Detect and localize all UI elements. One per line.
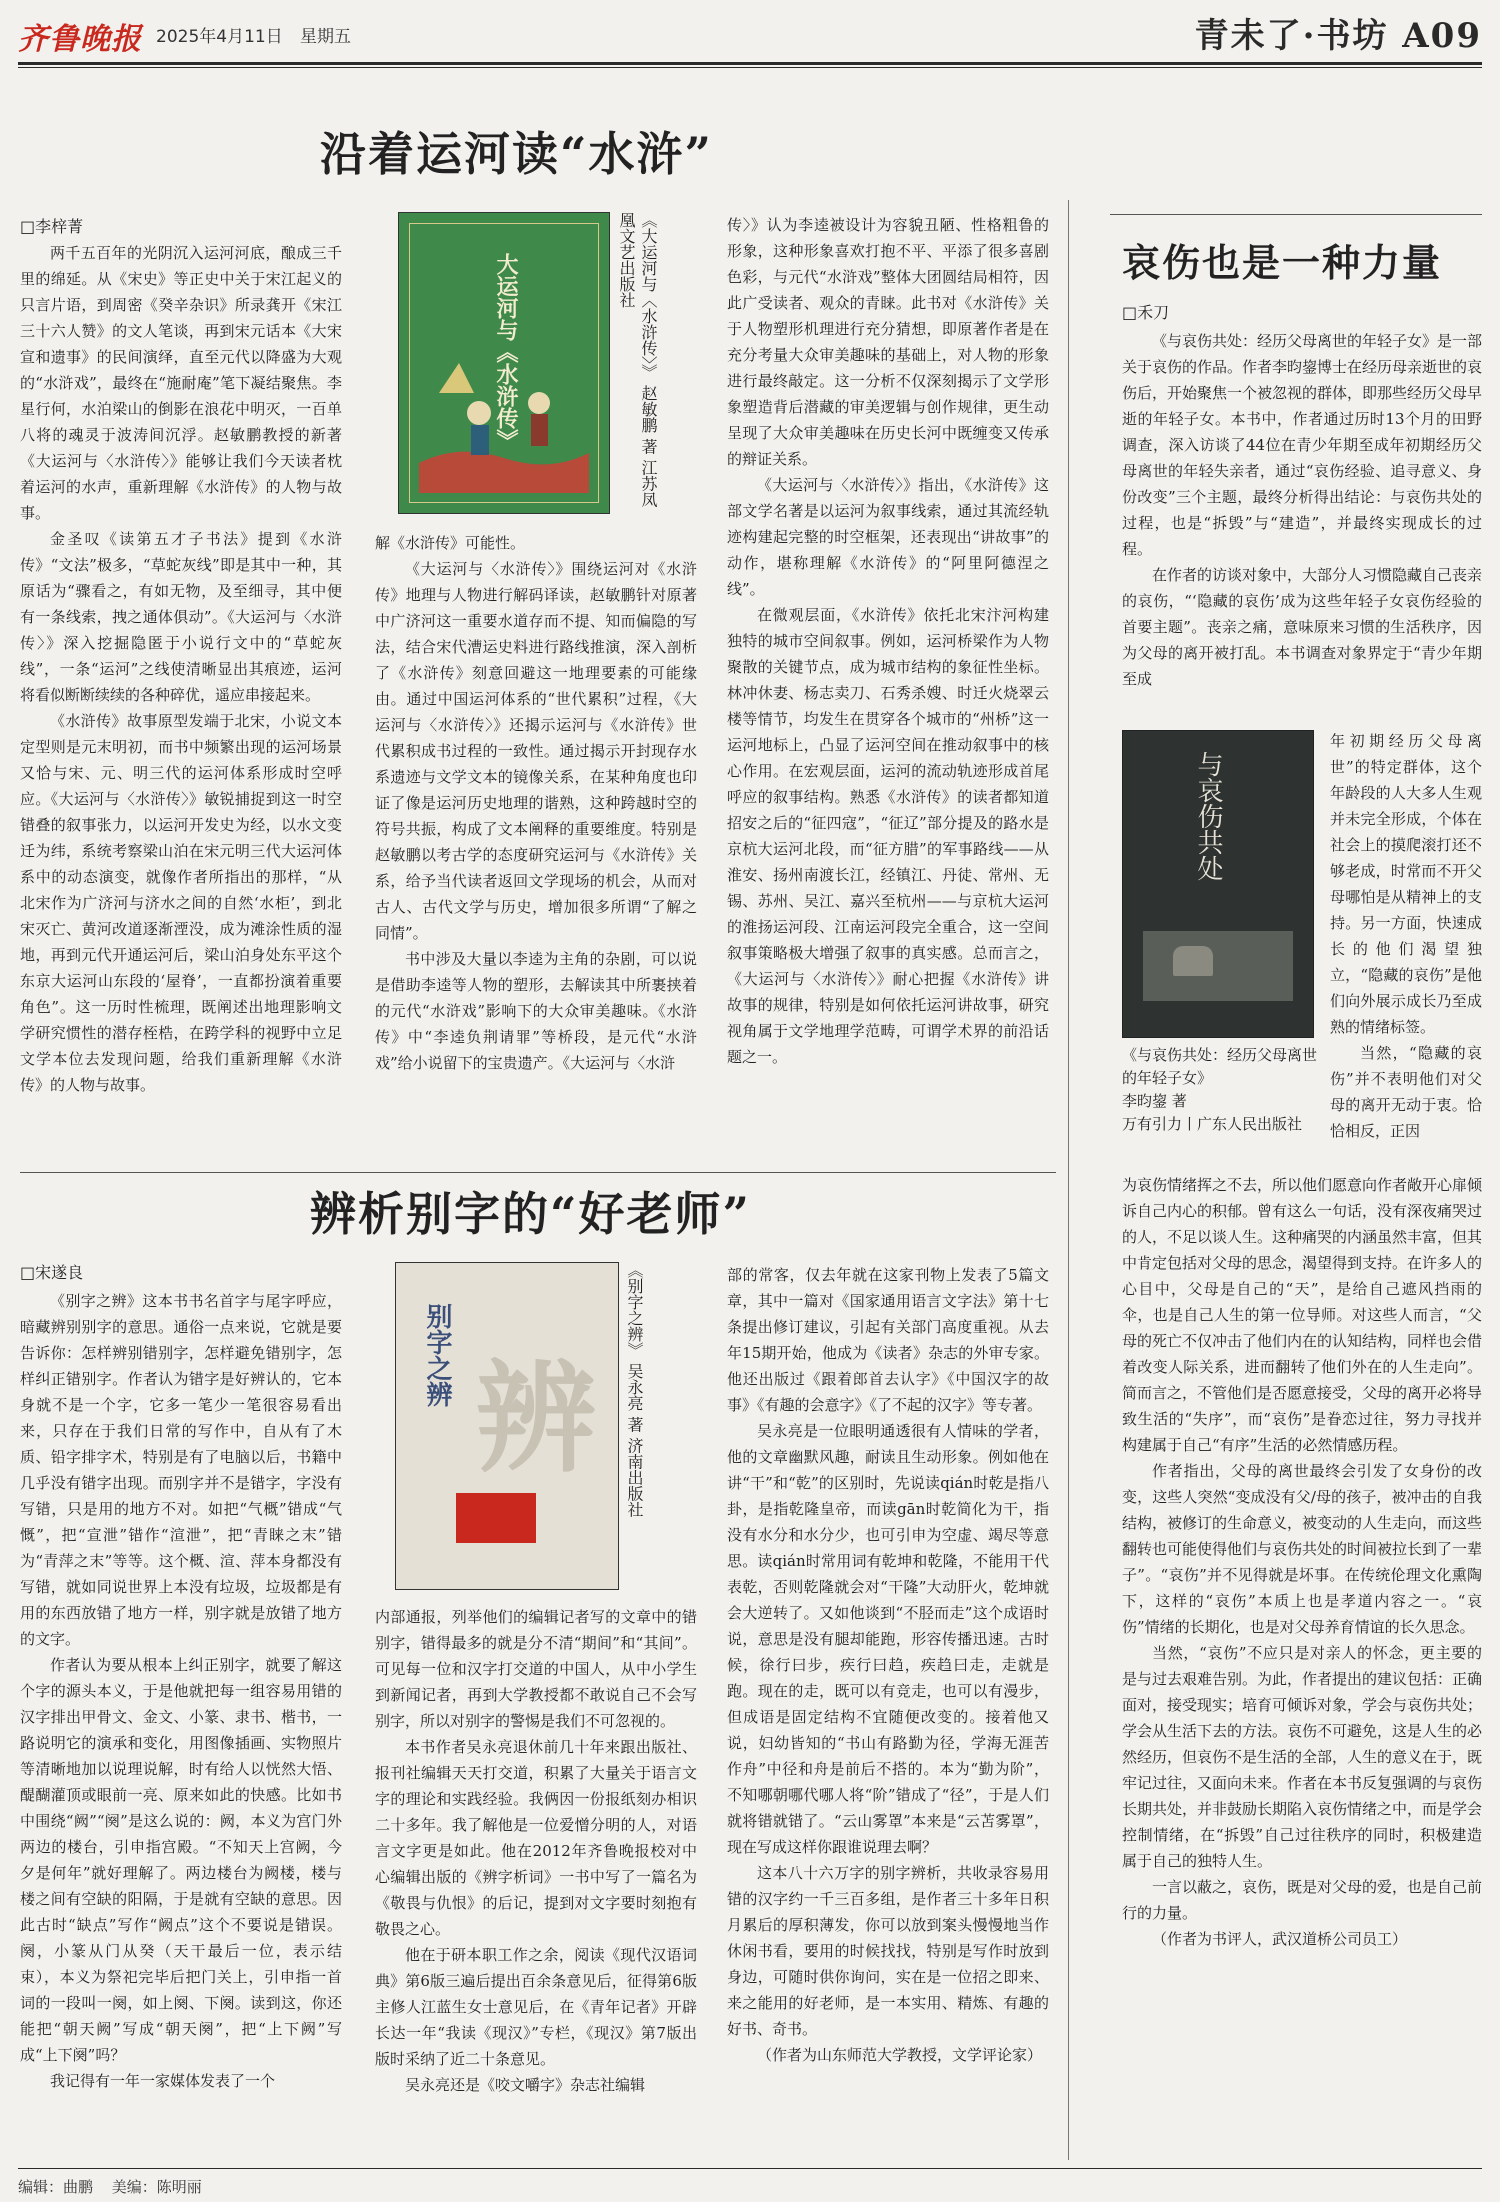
paragraph: 当然，“隐藏的哀伤”并不表明他们对父母的离开无动于衷。恰恰相反，正因 [1330,1044,1482,1140]
article3-top-rule [1110,214,1482,215]
article3-col-wrap [1330,728,1482,1168]
article2-col3 [727,1262,1049,2160]
paragraph: 《与哀伤共处：经历父母离世的年轻子女》是一部关于哀伤的作品。作者李昀鋆博士在经历母亲逝世的哀伤后，开始聚焦一个被忽视的群体，即那些经历父母早逝的年轻子女。本书中，作者通过历时13个月的田野调查，深入访谈了44位在青少年期至成年初期经历父母离世的年轻失亲者，通过“哀伤经验、追寻意义、身份改变”三个主题，最终分析得出结论：与哀伤共处的过程，也是“拆毁”与“建造”，并最终实现成长的过程。 [1122,332,1482,558]
paragraph: 当然，“哀伤”不应只是对亲人的怀念，更主要的是与过去艰难告别。为此，作者提出的建议包括：正确面对，接受现实；培育可倾诉对象，学会与哀伤共处；学会从生活下去的方法。哀伤不可避免，这是人生的必然经历，但哀伤不是生活的全部，人生的意义在于，既牢记过往，又面向未来。作者在本书反复强调的与哀伤长期共处，并非鼓励长期陷入哀伤情绪之中，而是学会控制情绪，在“拆毁”自己过往秩序的同时，积极建造属于自己的独特人生。 [1122,1644,1482,1870]
book2-caption: 《别字之辨》 吴永亮 著 济南出版社 [625,1262,644,1518]
article1-col1 [20,240,342,1160]
article2-byline: □宋遂良 [20,1263,84,1282]
paragraph: 《大运河与〈水浒传〉》围绕运河对《水浒传》地理与人物进行解码译读，赵敏鹏针对原著中广济河这一重要水道存而不提、知而偏隐的写法，结合宋代漕运史料进行路线推演，深入剖析了《水浒传》刻意回避这一地理要素的可能缘由。通过中国运河体系的“世代累积”过程，《大运河与〈水浒传〉》还揭示运河与《水浒传》世代累积成书过程的一致性。通过揭示开封现存水系遗迹与文学文本的镜像关系，在某种角度也印证了像是运河历史地理的谐熟，这种跨越时空的符号共振，构成了文本阐释的重要维度。特别是赵敏鹏以考古学的态度研究运河与《水浒传》关系，给予当代读者返回文学现场的机会，从而对古人、古代文学与历史，增加很多所谓“了解之同情”。 [375,560,697,942]
article1-col3 [727,212,1049,1162]
paragraph: （作者为书评人，武汉道桥公司员工） [1152,1930,1408,1948]
book3-caption-publisher: 万有引力丨广东人民出版社 [1122,1115,1303,1133]
article3-col-bottom [1122,1172,1482,2162]
paragraph: 作者指出，父母的离世最终会引发了女身份的改变，这些人突然“变成没有父/母的孩子，被冲击的自我结构，被修订的生命意义，被变动的人生走向，而这些翻转也可能使得他们与哀伤共处的时间被拉长到了一辈子”。“哀伤”并不见得就是坏事。在传统伦理文化熏陶下，这样的“哀伤”本质上也是孝道内容之一。“哀伤”情绪的长期化，也是对父母养育情谊的长久思念。 [1122,1462,1482,1636]
footer-editor: 编辑：曲鹏 [18,2178,94,2196]
book-cover-photo [1143,931,1293,1001]
paragraph: 内部通报，列举他们的编辑记者写的文章中的错别字，错得最多的就是分不清“期间”和“其间”。可见每一位和汉字打交道的中国人，从中小学生到新闻记者，再到大学教授都不敢说自己不会写别字，所以对别字的警惕是我们不可忽视的。 [375,1608,697,1730]
top-rule-thin [18,67,1482,68]
article2-col2 [375,1604,697,2160]
section-divider [20,1172,1056,1173]
book-cover-image [398,212,610,514]
paragraph: 他在于研本职工作之余，阅读《现代汉语词典》第6版三遍后提出百余条意见后，征得第6版主修人江蓝生女士意见后，在《青年记者》开辟长达一年“我读《现汉》”专栏，《现汉》第7版出版时采纳了近二十条意见。 [375,1946,697,2068]
paragraph: 《水浒传》故事原型发端于北宋，小说文本定型则是元末明初，而书中频繁出现的运河场景又恰与宋、元、明三代的运河体系形成时空呼应。《大运河与〈水浒传〉》敏锐捕捉到这一时空错叠的叙事张力，以运河开发史为经，以水文变迁为纬，系统考察梁山泊在宋元明三代大运河体系中的动态演变，就像作者所指出的那样，“从北宋作为广济河与济水之间的自然‘水柜’，到北宋灭亡、黄河改道逐渐湮没，成为滩涂性质的湿地，再到元代开通运河后，梁山泊身处东平这个东京大运河山东段的‘屋脊’，一直都扮演着重要角色”。这一历时性梳理，既阐述出地理影响文学研究惯性的潜存桎梏，在跨学科的视野中立足文学本位去发现问题，给我们重新理解《水浒传》的人物与故事。 [20,712,342,1094]
book-cover-image [1122,730,1314,1038]
paragraph: 传〉》认为李逵被设计为容貌丑陋、性格粗鲁的形象，这种形象喜欢打抱不平、平添了很多喜剧色彩，与元代“水浒戏”整体大团圆结局相符，因此广受读者、观众的青睐。此书对《水浒传》关于人物塑形机理进行充分猜想，即原著作者是在充分考量大众审美趣味的基础上，对人物的形象进行最终敲定。这一分析不仅深刻揭示了文学形象塑造背后潜藏的审美逻辑与创作规律，更生动呈现了大众审美趣味在历史长河中既缠变又传承的辩证关系。 [727,216,1049,468]
paragraph: 我记得有一年一家媒体发表了一个 [50,2072,276,2090]
paragraph: 两千五百年的光阴沉入运河河底，酿成三千里的绵延。从《宋史》等正史中关于宋江起义的只言片语，到周密《癸辛杂识》所录龚开《宋江三十六人赞》的文人笔谈，再到宋元话本《大宋宣和遗事》的民间演绎，直至元代以降盛为大观的“水浒戏”，最终在“施耐庵”笔下凝结聚焦。李星行何，水泊梁山的倒影在浪花中明灭，一百单八将的魂灵于波涛间沉浮。赵敏鹏教授的新著《大运河与〈水浒传〉》能够让我们今天读者枕着运河的水声，重新理解《水浒传》的人物与故事。 [20,244,342,522]
book-cover-image [395,1262,619,1590]
article3-byline: □禾刀 [1122,303,1170,322]
book-cover-glyph: 辨 [476,1348,596,1489]
newspaper-logo: 齐鲁晚报 [18,22,142,57]
book-cover-shoes [1173,946,1213,976]
paragraph: 部的常客，仅去年就在这家刊物上发表了5篇文章，其中一篇对《国家通用语言文字法》第十七条提出修订建议，引起有关部门高度重视。从去年15期开始，他成为《读者》杂志的外审专家。他还出版过《跟着郎首去认字》《中国汉字的故事》《有趣的会意字》《了不起的汉字》等专著。 [727,1266,1049,1414]
paragraph: 金圣叹《读第五才子书法》提到《水浒传》“文法”极多，“草蛇灰线”即是其中一种，其原话为“骤看之，有如无物，及至细寻，其中便有一条线索，拽之通体俱动”。《大运河与〈水浒传〉》深入挖掘隐匿于小说行文中的“草蛇灰线”，一条“运河”之线使清晰显出其痕迹，运河将看似断断续续的各种碎优，遥应串接起来。 [20,530,342,704]
paragraph: 吴永亮还是《咬文嚼字》杂志社编辑 [405,2076,646,2094]
paragraph: 本书作者吴永亮退休前几十年来跟出版社、报刊社编辑天天打交道，积累了大量关于语言文字的理论和实践经验。我俩因一份报纸刻办相识二十多年。我了解他是一位爱憎分明的人，对语言文字更是如此。他在2012年齐鲁晚报校对中心编辑出版的《辨字析词》一书中写了一篇名为《敬畏与仇恨》的后记，提到对文字要时刻抱有敬畏之心。 [375,1738,697,1938]
article1-title: 沿着运河读“水浒” [320,127,713,181]
paragraph: 作者认为要从根本上纠正别字，就要了解这个字的源头本义，于是他就把每一组容易用错的汉字排出甲骨文、金文、小篆、隶书、楷书，一路说明它的演承和变化，用图像插画、实物照片等清晰地加以说理说解，时有给人以恍然大悟、醍醐灌顶或眼前一亮、原来如此的快感。比如书中围绕“阙”“阕”是这么说的：阙，本义为宫门外两边的楼台，引申指宫殿。“不知天上宫阙，今夕是何年”就好理解了。两边楼台为阙楼，楼与楼之间有空缺的阳隔，于是就有空缺的意思。因此古时“缺点”写作“阙点”这个不要说是错误。阕，小篆从门从癸（天干最后一位，表示结束），本义为祭祀完毕后把门关上，引申指一首词的一段叫一阕，如上阕、下阕。读到这，你还能把“朝天阙”写成“朝天阕”，把“上下阙”写成“上下阕”吗？ [20,1656,342,2064]
paragraph: 书中涉及大量以李逵为主角的杂剧，可以说是借助李逵等人物的塑形，去解读其中所裹挟着的元代“水浒戏”影响下的大众审美趣味。《水浒传》中“李逵负荆请罪”等桥段，是元代“水浒戏”给小说留下的宝贵遗产。《大运河与〈水浒 [375,950,697,1072]
paragraph: 在作者的访谈对象中，大部分人习惯隐藏自己丧亲的哀伤，“‘隐藏的哀伤’成为这些年轻子女哀伤经验的首要主题”。丧亲之痛，意味原来习惯的生活秩序，因为父母的离开被打乱。本书调查对象界定于“青少年期至成 [1122,566,1482,688]
issue-weekday: 星期五 [300,27,351,47]
top-rule [18,62,1482,65]
paragraph: 一言以蔽之，哀伤，既是对父母的爱，也是自己前行的力量。 [1122,1878,1482,1922]
book3-caption-title: 《与哀伤共处：经历父母离世的年轻子女》 [1122,1046,1318,1087]
article2-title: 辨析别字的“好老师” [310,1187,751,1241]
book-cover-title: 别字之辨 [422,1303,452,1407]
paragraph: 为哀伤情绪挥之不去，所以他们愿意向作者敞开心扉倾诉自己内心的积郁。曾有这么一句话，没有深夜痛哭过的人，不足以谈人生。这种痛哭的内涵虽然丰富，但其中肯定包括对父母的思念，渴望得到支持。在许多人的心目中，父母是自己的“天”，是给自己遮风挡雨的伞，也是自己人生的第一位导师。对这些人而言，“父母的死亡不仅冲击了他们内在的认知结构，同样也会借着改变人际关系，进而翻转了他们外在的人生走向”。简而言之，不管他们是否愿意接受，父母的离开必将导致生活的“失序”，而“哀伤”是眷恋过往，努力寻找并构建属于自己“有序”生活的必然情感历程。 [1122,1176,1482,1454]
paragraph: 在微观层面，《水浒传》依托北宋汴河构建独特的城市空间叙事。例如，运河桥梁作为人物聚散的关键节点，成为城市结构的象征性坐标。林冲休妻、杨志卖刀、石秀杀嫂、时迁火烧翠云楼等情节，均发生在贯穿各个城市的“州桥”这一运河地标上，凸显了运河空间在推动叙事中的核心作用。在宏观层面，运河的流动轨迹形成首尾呼应的叙事结构。熟悉《水浒传》的读者都知道招安之后的“征四寇”，“征辽”部分提及的路水是京杭大运河北段，而“征方腊”的军事路线——从淮安、扬州南渡长江，经镇江、丹徒、常州、无锡、苏州、吴江、嘉兴至杭州——与京杭大运河的淮扬运河段、江南运河段完全重合，这一空间叙事策略极大增强了叙事的真实感。总而言之，《大运河与〈水浒传〉》耐心把握《水浒传》讲故事的规律，特别是如何依托运河讲故事，研究视角属于文学地理学范畴，可谓学术界的前沿话题之一。 [727,606,1049,1066]
paragraph: 解《水浒传》可能性。 [375,534,526,552]
book3-caption-author: 李昀鋆 著 [1122,1092,1187,1110]
paragraph: （作者为山东师范大学教授，文学评论家） [757,2046,1043,2064]
book-cover-band [456,1493,536,1543]
paragraph: 年初期经历父母离世”的特定群体，这个年龄段的人大多人生观并未完全形成，个体在社会上的摸爬滚打还不够老成，时常而不开父母哪怕是从精神上的支持。另一方面，快速成长的他们渴望独立，“隐藏的哀伤”是他们向外展示成长乃至成熟的情绪标签。 [1330,732,1482,1036]
footer-designer: 美编：陈明丽 [111,2178,202,2196]
article3-col-top [1122,328,1482,728]
footer-rule [18,2168,1482,2169]
section-title: 青未了·书坊 A09 [1194,16,1482,56]
book1-caption: 《大运河与〈水浒传〉》 赵敏鹏 著 江苏凤凰文艺出版社 [617,212,658,508]
book-cover-illustration [419,353,589,493]
book-cover-title: 与哀伤共处 [1193,751,1223,881]
book-cover-title: 大运河与《水浒传》 [493,253,519,451]
article2-col1 [20,1288,342,2158]
column-divider [1068,200,1069,2160]
article3-title: 哀伤也是一种力量 [1122,240,1443,285]
footer [18,2176,202,2197]
article1-byline: □李梓菁 [20,217,84,236]
article1-col2 [375,530,697,1162]
paragraph: 《别字之辨》这本书书名首字与尾字呼应，暗藏辨别别字的意思。通俗一点来说，它就是要告诉你：怎样辨别错别字，怎样避免错别字，怎样纠正错别字。作者认为错字是好辨认的，它本身就不是一个字，它多一笔少一笔很容易看出来，只存在于我们日常的写作中，自从有了木质、铅字排字术，特别是有了电脑以后，书籍中几乎没有错字出现。而别字并不是错字，字没有写错，只是用的地方不对。如把“气概”错成“气慨”，把“宣泄”错作“渲泄”，把“青睐之末”错为“青萍之末”等等。这个概、渲、萍本身都没有写错，就如同说世界上本没有垃圾，垃圾都是有用的东西放错了地方一样，别字就是放错了地方的文字。 [20,1292,342,1648]
masthead [18,8,1482,58]
issue-date: 2025年4月11日 [156,27,283,47]
paragraph: 吴永亮是一位眼明通透很有人情味的学者，他的文章幽默风趣，耐读且生动形象。例如他在讲“干”和“乾”的区别时，先说读qián时乾是指八卦，是指乾隆皇帝，而读gān时乾简化为干，指没有水分和水分少，也可引申为空虚、竭尽等意思。读qián时常用词有乾坤和乾隆，不能用干代表乾，否则乾隆就会对“干隆”大动肝火，乾坤就会大逆转了。又如他谈到“不胫而走”这个成语时说，意思是没有腿却能跑，形容传播迅速。古时候，徐行曰步，疾行曰趋，疾趋曰走，走就是跑。现在的走，既可以有竞走，也可以有漫步，但成语是固定结构不宜随便改变的。接着他又说，妇幼皆知的“书山有路勤为径，学海无涯苦作舟”中径和舟是前后不搭的。本为“勤为阶”，不知哪朝哪代哪人将“阶”错成了“径”，于是人们就将错就错了。“云山雾罩”本来是“云苫雾罩”，现在写成这样你跟谁说理去啊？ [727,1422,1049,1856]
paragraph: 这本八十六万字的别字辨析，共收录容易用错的汉字约一千三百多组，是作者三十多年日积月累后的厚积薄发，你可以放到案头慢慢地当作休闲书看，要用的时候找找，特别是写作时放到身边，可随时供你询问，实在是一位招之即来、来之能用的好老师，是一本实用、精炼、有趣的好书、奇书。 [727,1864,1049,2038]
book3-caption [1122,1044,1322,1136]
paragraph: 《大运河与〈水浒传〉》指出，《水浒传》这部文学名著是以运河为叙事线索，通过其流经轨迹构建起完整的时空框架，还表现出“讲故事”的动作，堪称理解《水浒传》的“阿里阿德涅之线”。 [727,476,1049,598]
